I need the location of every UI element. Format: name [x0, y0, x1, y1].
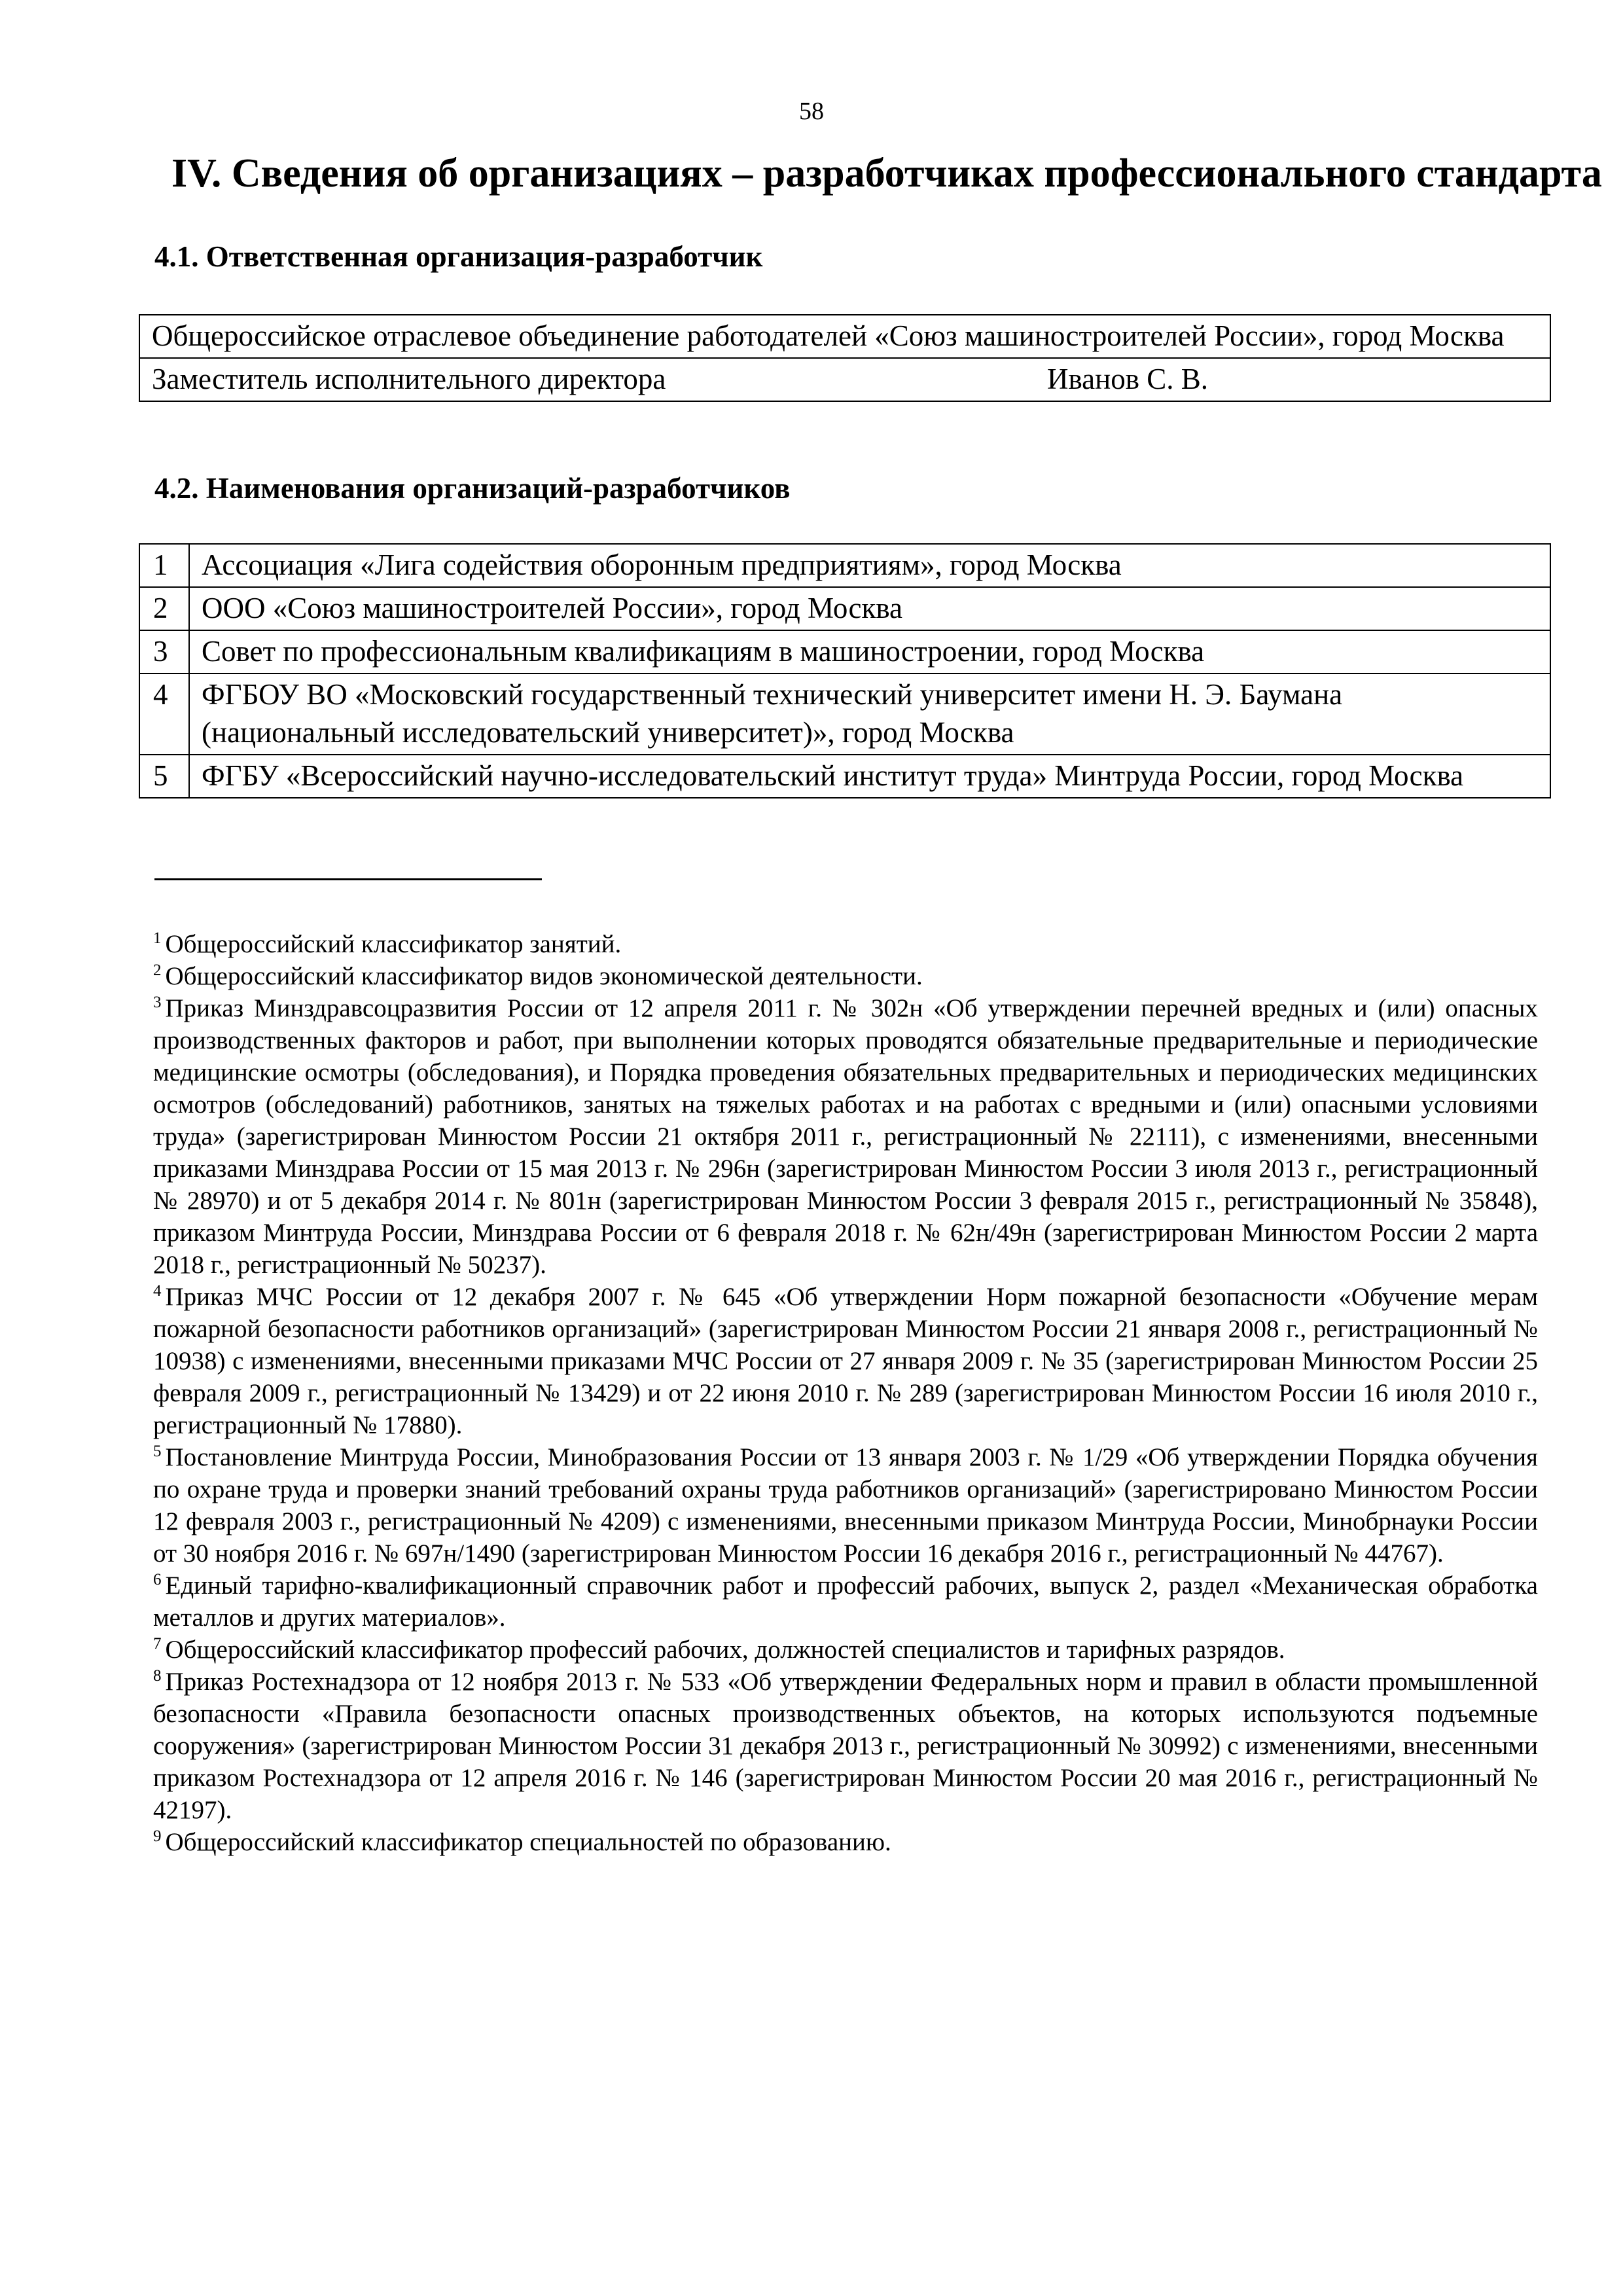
footnote-text: Постановление Минтруда России, Минобразования России от 13 января 2003 г. № 1/29 «Об утверждении Порядка обучения по охране труда и проверки знаний требований охраны труда работников организаций» (зарегистрировано Минюстом России 12 февраля 2003 г., регистрационный № 4209) с изменениями, внесенными приказом Минтруда России, Минобрнауки России от 30 ноября 2016 г. № 697н/1490 (зарегистрирован Минюстом России 16 декабря 2016 г., регистрационный № 44767). — [153, 1443, 1538, 1568]
footnote-marker: 2 — [153, 961, 162, 979]
footnote-marker: 8 — [153, 1667, 162, 1685]
footnote-text: Приказ Ростехнадзора от 12 ноября 2013 г. № 533 «Об утверждении Федеральных норм и правил в области промышленной безопасности «Правила безопасности опасных производственных объектов, на которых используются подъемные сооружения» (зарегистрирован Минюстом России 31 декабря 2013 г., регистрационный № 30992) с изменениями, внесенными приказом Ростехнадзора от 12 апреля 2016 г. № 146 (зарегистрирован Минюстом России 20 мая 2016 г., регистрационный № 42197). — [153, 1668, 1538, 1824]
table-row — [139, 755, 1550, 798]
footnote-text: Общероссийский классификатор специальностей по образованию. — [165, 1828, 891, 1856]
footnote-text: Приказ Минздравсоцразвития России от 12 апреля 2011 г. № 302н «Об утверждении перечней вредных и (или) опасных производственных факторов и работ, при выполнении которых проводятся обязательные предварительные и периодические медицинские осмотры (обследования), и Порядка проведения обязательных предварительных и периодических медицинских осмотров (обследований) работников, занятых на тяжелых работах и на работах с вредными и (или) опасными условиями труда» (зарегистрирован Минюстом России 21 октября 2011 г., регистрационный № 22111), с изменениями, внесенными приказами Минздрава России от 15 мая 2013 г. № 296н (зарегистрирован Минюстом России 3 июля 2013 г., регистрационный № 28970) и от 5 декабря 2014 г. № 801н (зарегистрирован Минюстом России 3 февраля 2015 г., регистрационный № 35848), приказом Минтруда России, Минздрава России от 6 февраля 2018 г. № 62н/49н (зарегистрирован Минюстом России 2 марта 2018 г., регистрационный № 50237). — [153, 994, 1538, 1279]
developer-orgs-table — [139, 543, 1551, 798]
row-number: 5 — [139, 755, 189, 798]
footnote-marker: 6 — [153, 1571, 162, 1588]
footnote-marker: 3 — [153, 994, 162, 1011]
responsible-org-heading: 4.1. Ответственная организация-разработчик — [154, 240, 763, 273]
page-number: 58 — [799, 98, 824, 125]
footnote — [153, 960, 1538, 992]
signer-name: Иванов С. В. — [1047, 363, 1208, 395]
org-name: ФГБУ «Всероссийский научно-исследовательский институт труда» Минтруда России, город Москва — [189, 755, 1550, 798]
footnote — [153, 992, 1538, 1281]
signer-position: Заместитель исполнительного директора — [152, 363, 666, 395]
org-name: Совет по профессиональным квалификациям в машиностроении, город Москва — [189, 630, 1550, 673]
org-name: ООО «Союз машиностроителей России», город Москва — [189, 587, 1550, 630]
footnote-separator — [154, 878, 542, 880]
footnote-text: Общероссийский классификатор видов экономической деятельности. — [165, 962, 923, 990]
footnotes — [153, 928, 1538, 1858]
footnote — [153, 928, 1538, 960]
org-name: Ассоциация «Лига содействия оборонным предприятиям», город Москва — [189, 544, 1550, 587]
table-row — [139, 544, 1550, 587]
row-number: 3 — [139, 630, 189, 673]
section-title: IV. Сведения об организациях – разработчиках профессионального стандарта — [171, 151, 1602, 196]
footnote — [153, 1570, 1538, 1634]
footnote-text: Общероссийский классификатор занятий. — [165, 930, 622, 958]
footnote-marker: 9 — [153, 1827, 162, 1845]
footnote-text: Единый тарифно-квалификационный справочник работ и профессий рабочих, выпуск 2, раздел «Механическая обработка металлов и других материалов». — [153, 1571, 1538, 1632]
table-row — [139, 673, 1550, 755]
footnote-marker: 1 — [153, 929, 162, 947]
footnote — [153, 1441, 1538, 1570]
table-row — [139, 587, 1550, 630]
footnote — [153, 1281, 1538, 1441]
responsible-org-table — [139, 314, 1551, 402]
table-row — [139, 630, 1550, 673]
footnote-marker: 7 — [153, 1635, 162, 1653]
org-name: ФГБОУ ВО «Московский государственный технический университет имени Н. Э. Баумана (национальный исследовательский университет)», город Москва — [189, 673, 1550, 755]
footnote — [153, 1666, 1538, 1826]
footnote-text: Приказ МЧС России от 12 декабря 2007 г. № 645 «Об утверждении Норм пожарной безопасности «Обучение мерам пожарной безопасности работников организаций» (зарегистрирован Минюстом России 21 января 2008 г., регистрационный № 10938) с изменениями, внесенными приказами МЧС России от 27 января 2009 г. № 35 (зарегистрирован Минюстом России 25 февраля 2009 г., регистрационный № 13429) и от 22 июня 2010 г. № 289 (зарегистрирован Минюстом России 16 июля 2010 г., регистрационный № 17880). — [153, 1283, 1538, 1439]
footnote-marker: 5 — [153, 1443, 162, 1460]
footnote — [153, 1826, 1538, 1858]
footnote-text: Общероссийский классификатор профессий рабочих, должностей специалистов и тарифных разрядов. — [165, 1636, 1285, 1664]
footnote — [153, 1634, 1538, 1666]
responsible-org-name: Общероссийское отраслевое объединение работодателей «Союз машиностроителей России», город Москва — [139, 315, 1550, 358]
footnote-marker: 4 — [153, 1282, 162, 1300]
responsible-org-sign-row — [139, 358, 1550, 401]
row-number: 2 — [139, 587, 189, 630]
responsible-org-name-row — [139, 315, 1550, 358]
row-number: 1 — [139, 544, 189, 587]
row-number: 4 — [139, 673, 189, 755]
developer-orgs-heading: 4.2. Наименования организаций-разработчиков — [154, 472, 791, 505]
